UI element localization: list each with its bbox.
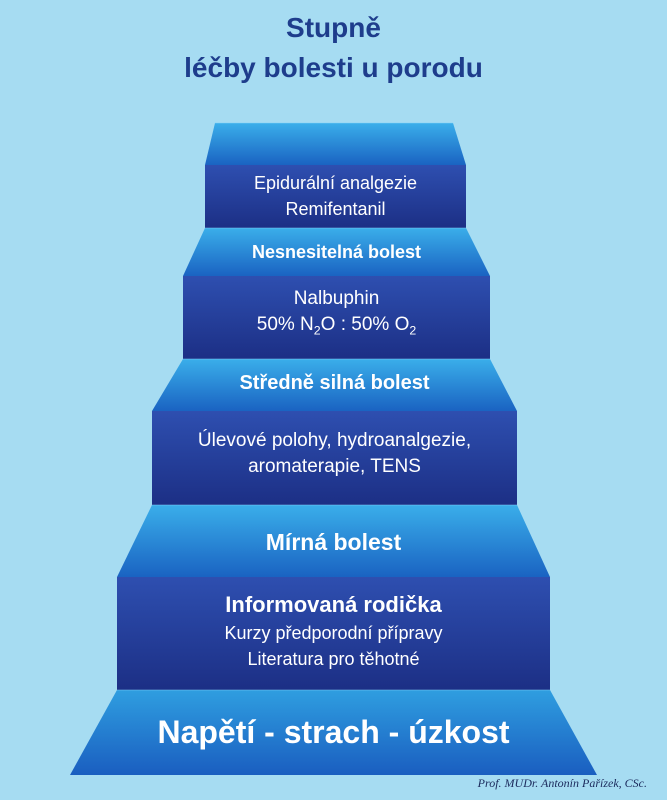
title-line-2: léčby bolesti u porodu [184, 52, 483, 83]
riser-3-text [183, 286, 490, 338]
top-level-text [205, 170, 466, 222]
riser-1-line-3: Literatura pro těhotné [247, 649, 420, 669]
tread-4-label: Nesnesitelná bolest [251, 242, 422, 262]
riser-3-line-1: Nalbuphin [293, 288, 380, 309]
riser-2-text [152, 428, 517, 480]
top-cap-tread [205, 123, 466, 165]
top-line-1: Epidurální analgezie [253, 173, 418, 193]
riser-2-line-1: Úlevové polohy, hydroanalgezie, [197, 430, 472, 451]
tread-2-label: Mírná bolest [265, 529, 402, 555]
riser-1-heading: Informovaná rodička [225, 592, 442, 617]
top-line-2: Remifentanil [285, 199, 386, 219]
riser-1-text [117, 590, 550, 672]
title-line-1: Stupně [286, 12, 381, 43]
base-label: Napětí - strach - úzkost [157, 714, 510, 750]
riser-1-line-2: Kurzy předporodní přípravy [224, 623, 443, 643]
riser-3-line-2: 50% $N_2O$ : 50% $O_2$ [256, 314, 417, 338]
tread-3-label: Středně silná bolest [239, 372, 430, 394]
riser-2-line-2: aromaterapie, TENS [248, 456, 421, 477]
author-credit: Prof. MUDr. Antonín Pařízek, CSc. [477, 776, 647, 790]
